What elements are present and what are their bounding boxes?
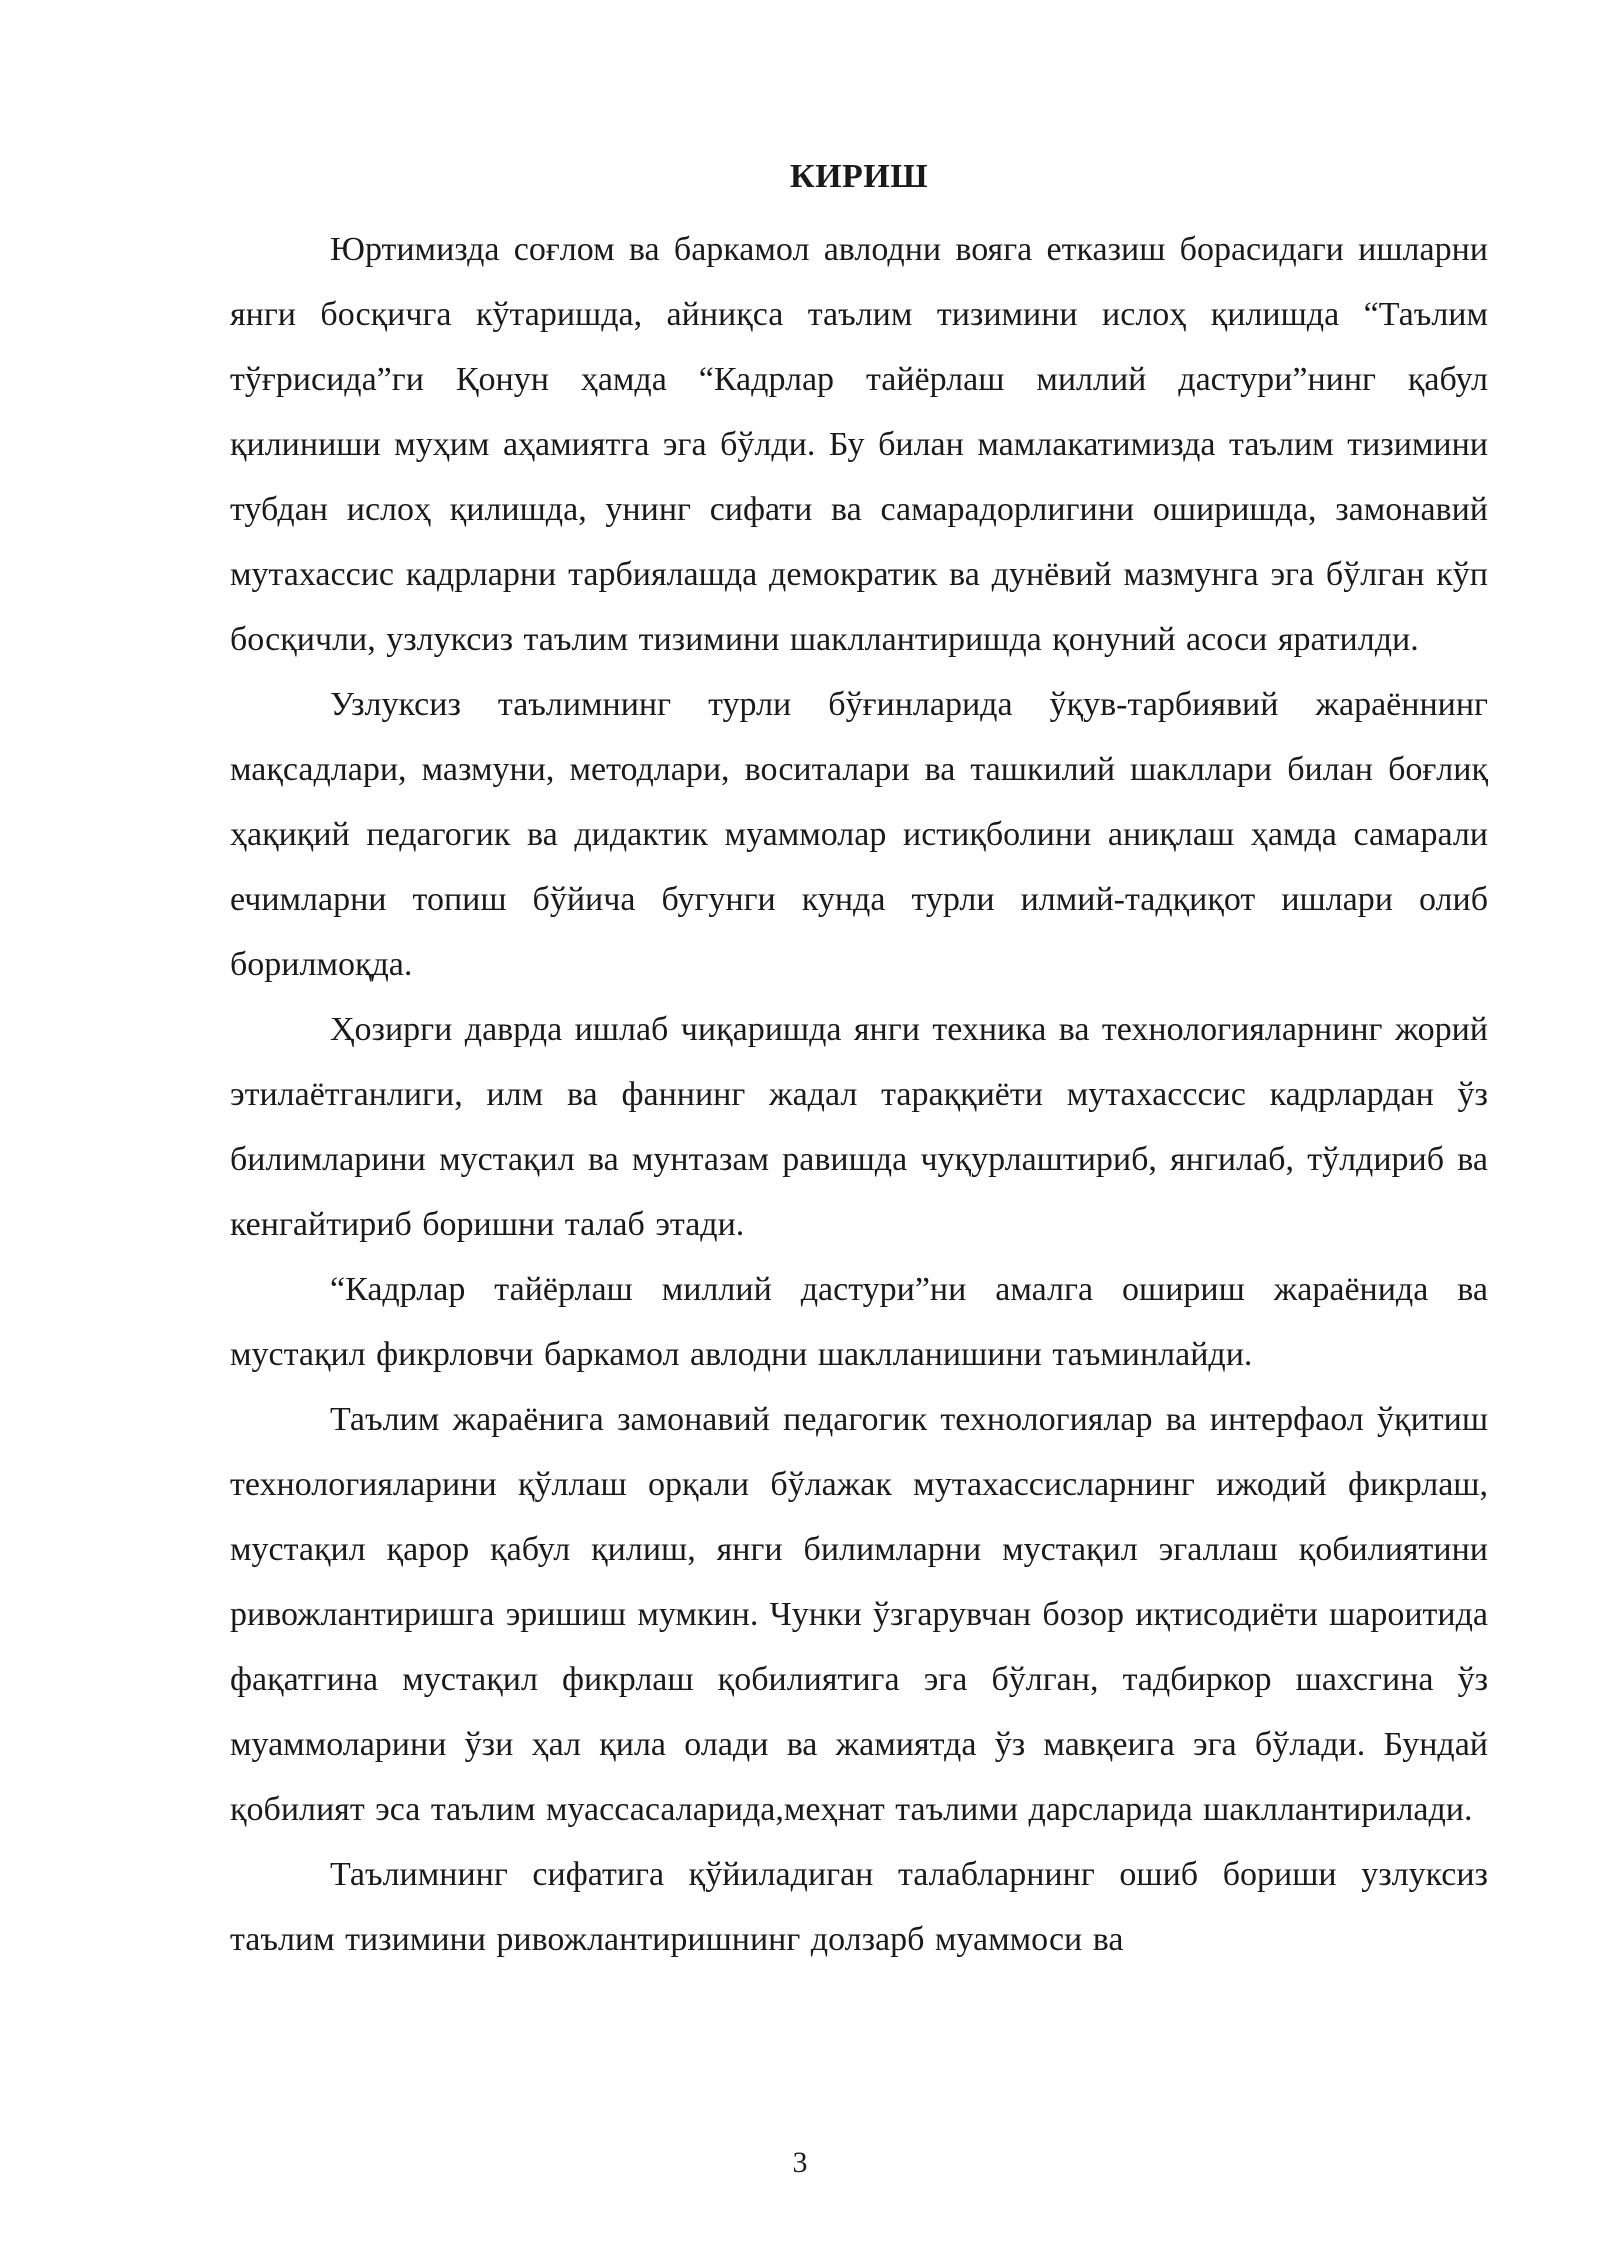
paragraph-2: Узлуксиз таълимнинг турли бўғинларида ўқув-тарбиявий жараённинг мақсадлари, мазмуни, методлари, воситалари ва ташкилий шакллари билан боғлиқ ҳақиқий педагогик ва дидактик муаммолар истиқболини аниқлаш ҳамда самарали ечимларни топиш бўйича бугунги кунда турли илмий-тадқиқот ишлари олиб борилмоқда. [230, 686, 1488, 983]
section-heading: КИРИШ [789, 158, 929, 195]
paragraph-1: Юртимизда соғлом ва баркамол авлодни вояга етказиш борасидаги ишларни янги босқичга кўтаришда, айниқса таълим тизимини ислоҳ қилишда “Таълим тўғрисида”ги Қонун ҳамда “Кадрлар тайёрлаш миллий дастури”нинг қабул қилиниши муҳим аҳамиятга эга бўлди. Бу билан мамлакатимизда таълим тизимини тубдан ислоҳ қилишда, унинг сифати ва самарадорлигини оширишда, замонавий мутахассис кадрларни тарбиялашда демократик ва дунёвий мазмунга эга бўлган кўп босқичли, узлуксиз таълим тизимини шакллантиришда қонуний асоси яратилди. [230, 231, 1488, 658]
paragraph-6: Таълимнинг сифатига қўйиладиган талабларнинг ошиб бориши узлуксиз таълим тизимини ривожлантиришнинг долзарб муаммоси ва [230, 1856, 1488, 1958]
paragraph-4: “Кадрлар тайёрлаш миллий дастури”ни амалга ошириш жараёнида ва мустақил фикрловчи баркамол авлодни шаклланишини таъминлайди. [230, 1271, 1488, 1373]
page-number: 3 [792, 2146, 808, 2179]
paragraph-5: Таълим жараёнига замонавий педагогик технологиялар ва интерфаол ўқитиш технологияларини қўллаш орқали бўлажак мутахассисларнинг ижодий фикрлаш, мустақил қарор қабул қилиш, янги билимларни мустақил эгаллаш қобилиятини ривожлантиришга эришиш мумкин. Чунки ўзгарувчан бозор иқтисодиёти шароитида фақатгина мустақил фикрлаш қобилиятига эга бўлган, тадбиркор шахсгина ўз муаммоларини ўзи ҳал қила олади ва жамиятда ўз мавқеига эга бўлади. Бундай қобилият эса таълим муассасаларида,меҳнат таълими дарсларида шакллантирилади. [230, 1401, 1488, 1828]
paragraph-3: Ҳозирги даврда ишлаб чиқаришда янги техника ва технологияларнинг жорий этилаётганлиги, илм ва фаннинг жадал тараққиёти мутахасссис кадрлардан ўз билимларини мустақил ва мунтазам равишда чуқурлаштириб, янгилаб, тўлдириб ва кенгайтириб боришни талаб этади. [230, 1011, 1488, 1243]
text-body [230, 152, 1488, 1972]
